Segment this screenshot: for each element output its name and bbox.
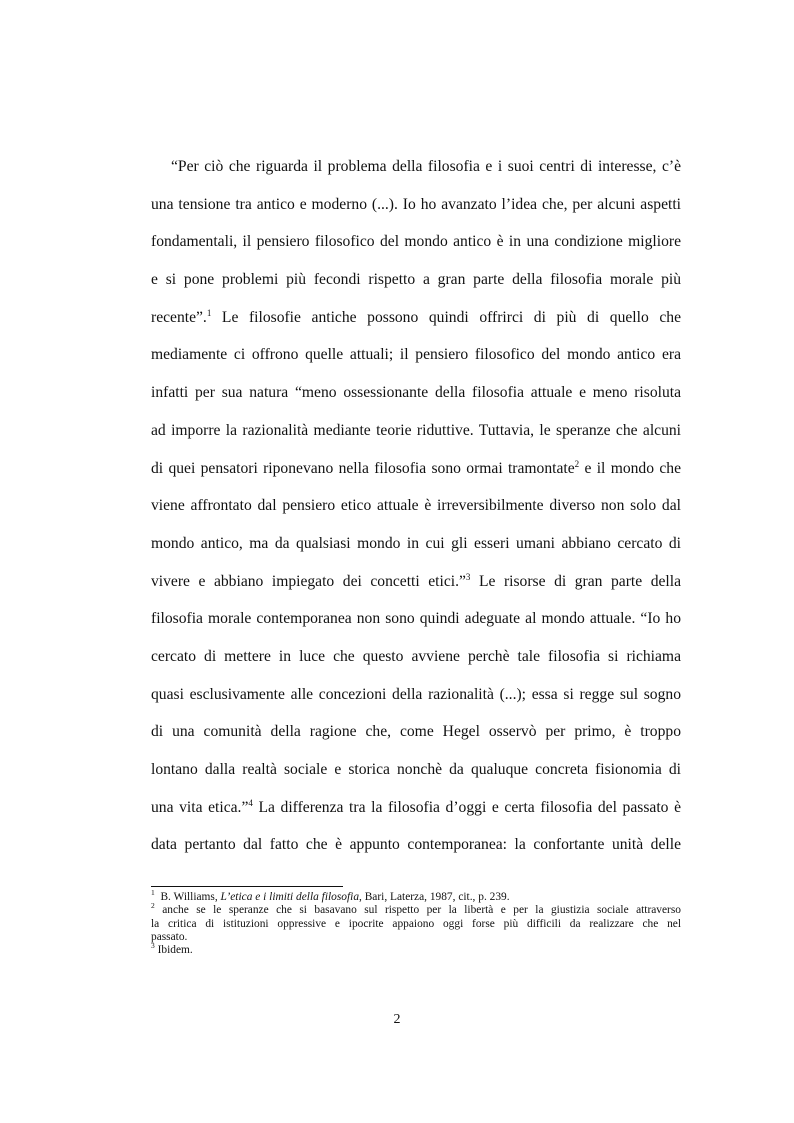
text-line: viene affrontato dal pensiero etico attuale è irreversibilmente diverso non solo dal [151,497,681,515]
text-segment: e il mondo che [579,459,681,477]
text-segment: Le risorse di gran parte della [470,572,681,590]
footnote-line: la critica di istituzioni oppressive e ipocrite appaiono oggi forse più difficili da realizzare che nel [151,917,681,930]
text-line: infatti per sua natura “meno ossessionante della filosofia attuale e meno risoluta [151,384,681,402]
text-line: “Per ciò che riguarda il problema della filosofia e i suoi centri di interesse, c’è [171,158,681,175]
text-line [151,450,681,488]
text-segment: Le filosofie antiche possono quindi offrirci di più di quello che [211,308,681,326]
footnote-mark: 3 [151,941,155,951]
footnote-text: Ibidem. [157,944,193,957]
footnote-mark: 1 [151,888,155,898]
text-line: e si pone problemi più fecondi rispetto a gran parte della filosofia morale più [151,271,681,289]
text-line [151,299,681,337]
text-line: una tensione tra antico e moderno (...). Io ho avanzato l’idea che, per alcuni aspetti [151,195,681,213]
text-line: fondamentali, il pensiero filosofico del mondo antico è in una condizione migliore [151,233,681,251]
footnote-reference[interactable]: 3 [465,571,471,582]
footnote-title: L’etica e i limiti della filosofia [220,891,360,903]
footnote-mark: 2 [151,901,155,911]
text-line: mondo antico, ma da qualsiasi mondo in cui gli esseri umani abbiano cercato di [151,534,681,552]
footnote-reference[interactable]: 1 [206,307,212,318]
text-segment: La differenza tra la filosofia d’oggi e certa filosofia del passato è [252,798,681,816]
footnote-citation: , Bari, Laterza, 1987, cit., p. 239. [359,891,510,903]
text-line: mediamente ci offrono quelle attuali; il pensiero filosofico del mondo antico era [151,346,681,364]
footnote-3 [151,941,681,957]
text-segment: una vita etica.” [151,798,249,816]
text-segment: recente”. [151,308,207,326]
text-line: filosofia morale contemporanea non sono quindi adeguate al mondo attuale. “Io ho [151,610,681,628]
body-paragraph [151,148,681,864]
text-line: di una comunità della ragione che, come Hegel osservò per primo, è troppo [151,723,681,741]
footnote-separator [151,886,343,887]
text-line: lontano dalla realtà sociale e storica nonchè da qualuque concreta fisionomia di [151,761,681,778]
text-line: ad imporre la razionalità mediante teorie riduttive. Tuttavia, le speranze che alcuni [151,421,681,439]
text-line: cercato di mettere in luce che questo avviene perchè tale filosofia si richiama [151,647,681,665]
footnote-1 [151,888,681,904]
text-segment: vivere e abbiano impiegato dei concetti etici.” [151,572,466,590]
page-number: 2 [393,1012,401,1027]
footnote-reference[interactable]: 4 [248,797,253,808]
text-line: data pertanto dal fatto che è appunto contemporanea: la confortante unità delle [151,836,681,854]
footnote-text: anche se le speranze che si basavano sul rispetto per la libertà e per la giustizia sociale attraverso [162,904,681,917]
footnote-line: passato. [151,930,188,943]
text-segment: di quei pensatori riponevano nella filosofia sono ormai tramontate [151,459,575,477]
footnote-author: B. Williams, [160,891,221,903]
footnotes [151,888,681,957]
footnote-reference[interactable]: 2 [574,458,580,469]
text-line: quasi esclusivamente alle concezioni della razionalità (...); essa si regge sul sogno [151,685,681,703]
footnote-line [151,901,681,917]
footnote-2 [151,901,681,944]
text-line [151,789,681,827]
text-line [151,563,681,601]
